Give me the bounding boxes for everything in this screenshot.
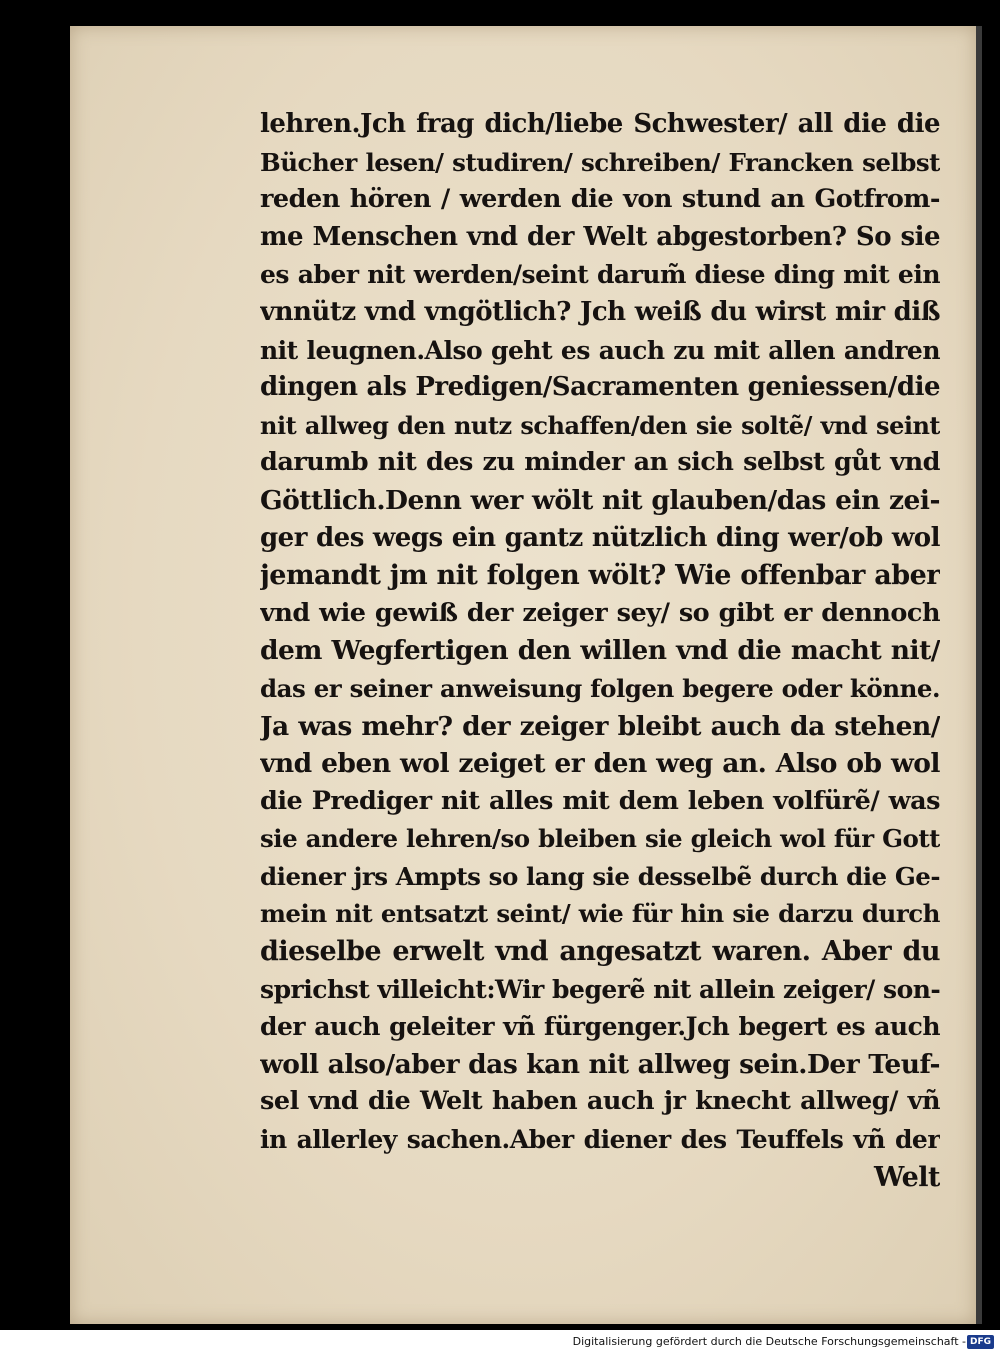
dfg-logo-icon: DFG (967, 1335, 994, 1349)
text-line: Bücher lesen/ studiren/ schreiben/ Francken selbst (260, 147, 940, 177)
page-edge (976, 26, 982, 1324)
text-line: dieselbe erwelt vnd angesatzt waren. Aber du (260, 936, 940, 968)
text-line: in allerley sachen.Aber diener des Teuffels vñ der (260, 1125, 940, 1155)
text-line: das er seiner anweisung folgen begere oder könne. (260, 673, 940, 703)
text-line: nit allweg den nutz schaffen/den sie soltẽ/ vnd seint (260, 410, 940, 440)
text-line: lehren.Jch frag dich/liebe Schwester/ all die die (260, 109, 940, 139)
text-line: reden hören / werden die von stund an Gotfrom- (260, 184, 940, 215)
text-line: es aber nit werden/seint darum̃ diese ding mit ein (260, 260, 940, 290)
text-line: nit leugnen.Also geht es auch zu mit allen andren (260, 335, 940, 365)
text-line: sel vnd die Welt haben auch jr knecht allweg/ vñ (260, 1086, 940, 1117)
text-line: der auch geleiter vñ fürgenger.Jch begert es auch (260, 1012, 940, 1042)
text-line: Ja was mehr? der zeiger bleibt auch da stehen/ (260, 710, 940, 742)
text-line: ger des wegs ein gantz nützlich ding wer/ob wol (260, 522, 940, 553)
page-text (260, 106, 940, 1196)
text-line: sprichst villeicht:Wir begerẽ nit allein zeiger/ son- (260, 974, 940, 1004)
funding-credit: Digitalisierung gefördert durch die Deutsche Forschungsgemeinschaft - (572, 1335, 966, 1348)
text-line: sie andere lehren/so bleiben sie gleich wol für Gott (260, 824, 940, 854)
text-line: vnd wie gewiß der zeiger sey/ so gibt er dennoch (260, 597, 940, 628)
text-line: dem Wegfertigen den willen vnd die macht nit/ (260, 635, 940, 667)
text-line: dingen als Predigen/Sacramenten geniessen/die (260, 372, 940, 403)
text-line: mein nit entsatzt seint/ wie für hin sie darzu durch (260, 899, 940, 929)
text-line: vnnütz vnd vngötlich? Jch weiß du wirst mir diß (260, 296, 940, 327)
footer-bar (0, 1332, 1000, 1352)
text-line: woll also/aber das kan nit allweg sein.Der Teuf- (260, 1048, 940, 1080)
catchword: Welt (873, 1161, 940, 1193)
text-line: die Prediger nit alles mit dem leben volfürẽ/ was (260, 785, 940, 816)
text-line: me Menschen vnd der Welt abgestorben? So sie (260, 221, 940, 252)
text-line: diener jrs Ampts so lang sie desselbẽ durch die Ge- (260, 861, 940, 891)
text-line: darumb nit des zu minder an sich selbst gůt vnd (260, 447, 940, 478)
text-line: jemandt jm nit folgen wölt? Wie offenbar aber (260, 560, 940, 592)
text-line: vnd eben wol zeiget er den weg an. Also ob wol (260, 748, 940, 780)
text-line: Göttlich.Denn wer wölt nit glauben/das ein zei- (260, 484, 940, 516)
